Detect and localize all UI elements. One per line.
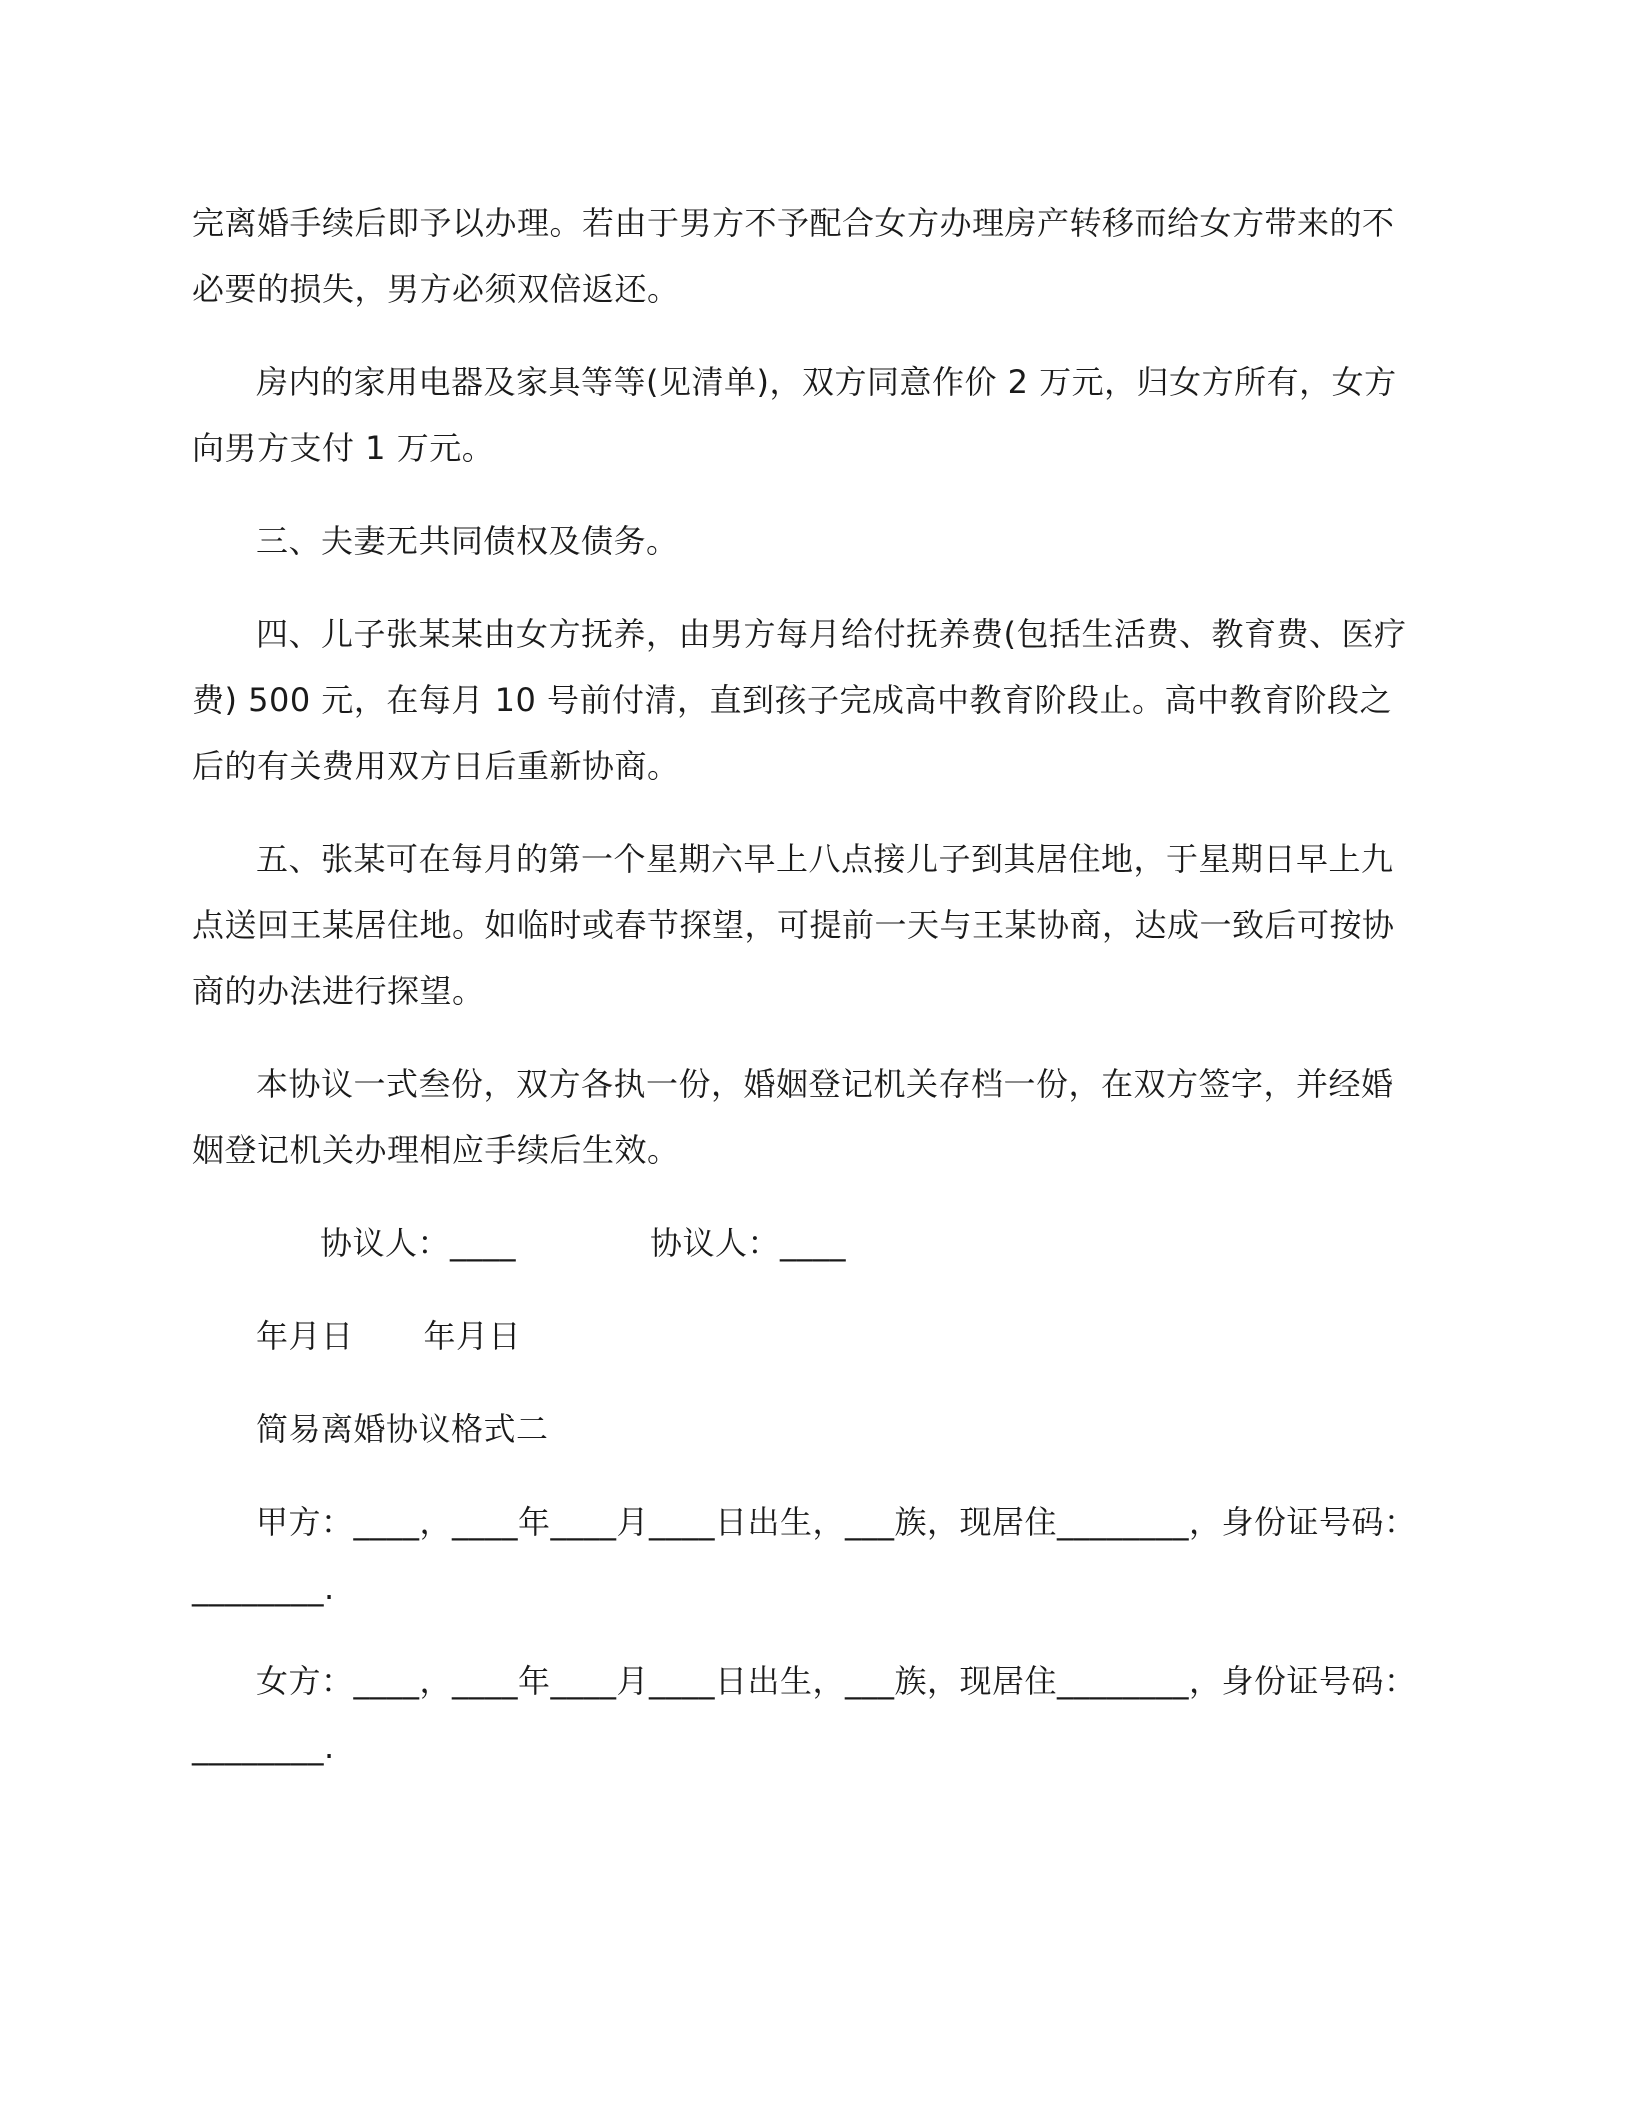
party-b-info: 女方：____，____年____月____日出生，___族，现居住________，身份证号码：________. xyxy=(192,1662,1417,1766)
document-page xyxy=(192,190,1422,1780)
date-party-1: 年月日 xyxy=(256,1317,354,1355)
section-title: 简易离婚协议格式二 xyxy=(256,1410,549,1448)
paragraph-child-support: 四、儿子张某某由女方抚养，由男方每月给付抚养费(包括生活费、教育费、医疗费) 500 元，在每月 10 号前付清，直到孩子完成高中教育阶段止。高中教育阶段之后的有关费用双方日后重新协商。 xyxy=(192,615,1407,785)
paragraph-appliances: 房内的家用电器及家具等等(见清单)，双方同意作价 2 万元，归女方所有，女方向男方支付 1 万元。 xyxy=(192,363,1397,467)
party-a-info: 甲方：____，____年____月____日出生，___族，现居住________，身份证号码：________. xyxy=(192,1503,1417,1607)
paragraph-visitation: 五、张某可在每月的第一个星期六早上八点接儿子到其居住地，于星期日早上九点送回王某居住地。如临时或春节探望，可提前一天与王某协商，达成一致后可按协商的办法进行探望。 xyxy=(192,840,1395,1010)
signature-party-2: 协议人：____ xyxy=(650,1224,847,1262)
paragraph-property-transfer: 完离婚手续后即予以办理。若由于男方不予配合女方办理房产转移而给女方带来的不必要的损失，男方必须双倍返还。 xyxy=(192,204,1395,308)
paragraph-debts: 三、夫妻无共同债权及债务。 xyxy=(256,522,679,560)
signature-party-1: 协议人：____ xyxy=(320,1224,517,1262)
signature-row xyxy=(192,1210,1422,1276)
paragraph-effectiveness: 本协议一式叁份，双方各执一份，婚姻登记机关存档一份，在双方签字，并经婚姻登记机关办理相应手续后生效。 xyxy=(192,1065,1394,1169)
date-party-2: 年月日 xyxy=(423,1317,522,1355)
date-row xyxy=(192,1303,1422,1369)
